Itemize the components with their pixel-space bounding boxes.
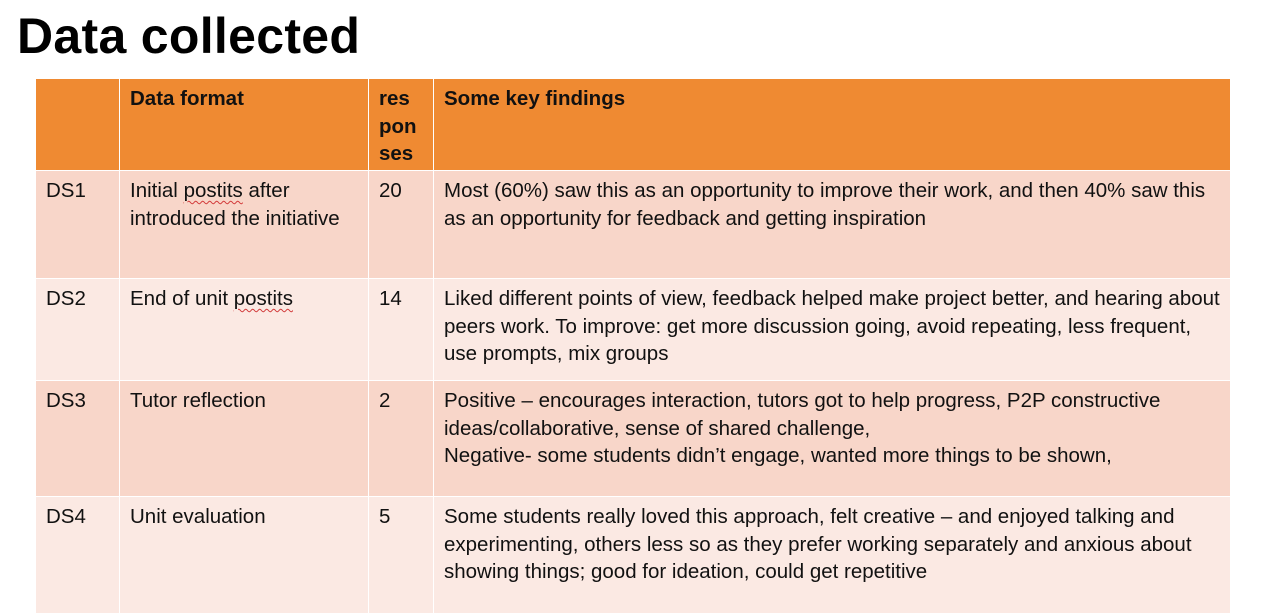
row-id: DS1 xyxy=(36,171,120,279)
format-text: Unit evaluation xyxy=(130,505,266,528)
header-data-format: Data format xyxy=(120,79,369,171)
table-row xyxy=(36,381,1231,497)
row-id: DS4 xyxy=(36,497,120,613)
findings-line: Liked different points of view, feedback helped make project better, and hearing about peers work. To improve: get more discussion going, avoid repeating, less frequent, use prompts, mix groups xyxy=(444,287,1220,365)
row-responses: 5 xyxy=(369,497,434,613)
findings-line: Positive – encourages interaction, tutors got to help progress, P2P constructive ideas/collaborative, sense of shared challenge, xyxy=(444,389,1161,440)
data-table xyxy=(35,78,1231,613)
format-text: after introduced the initiative xyxy=(130,179,340,230)
spellcheck-flagged-word: postits xyxy=(183,179,243,202)
table-row xyxy=(36,171,1231,279)
format-text: Initial xyxy=(130,179,184,202)
header-key-findings: Some key findings xyxy=(434,79,1231,171)
row-id: DS2 xyxy=(36,279,120,381)
row-responses: 14 xyxy=(369,279,434,381)
row-findings xyxy=(434,381,1231,497)
findings-line: Most (60%) saw this as an opportunity to improve their work, and then 40% saw this as an opportunity for feedback and getting inspiration xyxy=(444,179,1206,230)
header-responses xyxy=(369,79,434,171)
row-findings xyxy=(434,497,1231,613)
slide-title: Data collected xyxy=(17,8,361,64)
findings-line: Negative- some students didn’t engage, wanted more things to be shown, xyxy=(444,444,1112,467)
spellcheck-flagged-word: postits xyxy=(233,287,293,310)
table-row xyxy=(36,497,1231,613)
format-text: Tutor reflection xyxy=(130,389,266,412)
row-id: DS3 xyxy=(36,381,120,497)
findings-line: Some students really loved this approach, felt creative – and enjoyed talking and experimenting, others less so as they prefer working separately and anxious about showing things; good for ideation, could get repetitive xyxy=(444,505,1192,583)
format-text: End of unit xyxy=(130,287,234,310)
row-responses: 2 xyxy=(369,381,434,497)
header-responses-line: pon xyxy=(379,114,417,138)
row-data-format xyxy=(120,381,369,497)
row-data-format xyxy=(120,497,369,613)
table-row xyxy=(36,279,1231,381)
row-findings xyxy=(434,279,1231,381)
header-responses-line: ses xyxy=(379,142,414,165)
row-responses: 20 xyxy=(369,171,434,279)
header-responses-line: res xyxy=(379,87,410,110)
row-data-format xyxy=(120,279,369,381)
table-header-row xyxy=(36,79,1231,171)
row-findings xyxy=(434,171,1231,279)
header-id xyxy=(36,79,120,171)
row-data-format xyxy=(120,171,369,279)
